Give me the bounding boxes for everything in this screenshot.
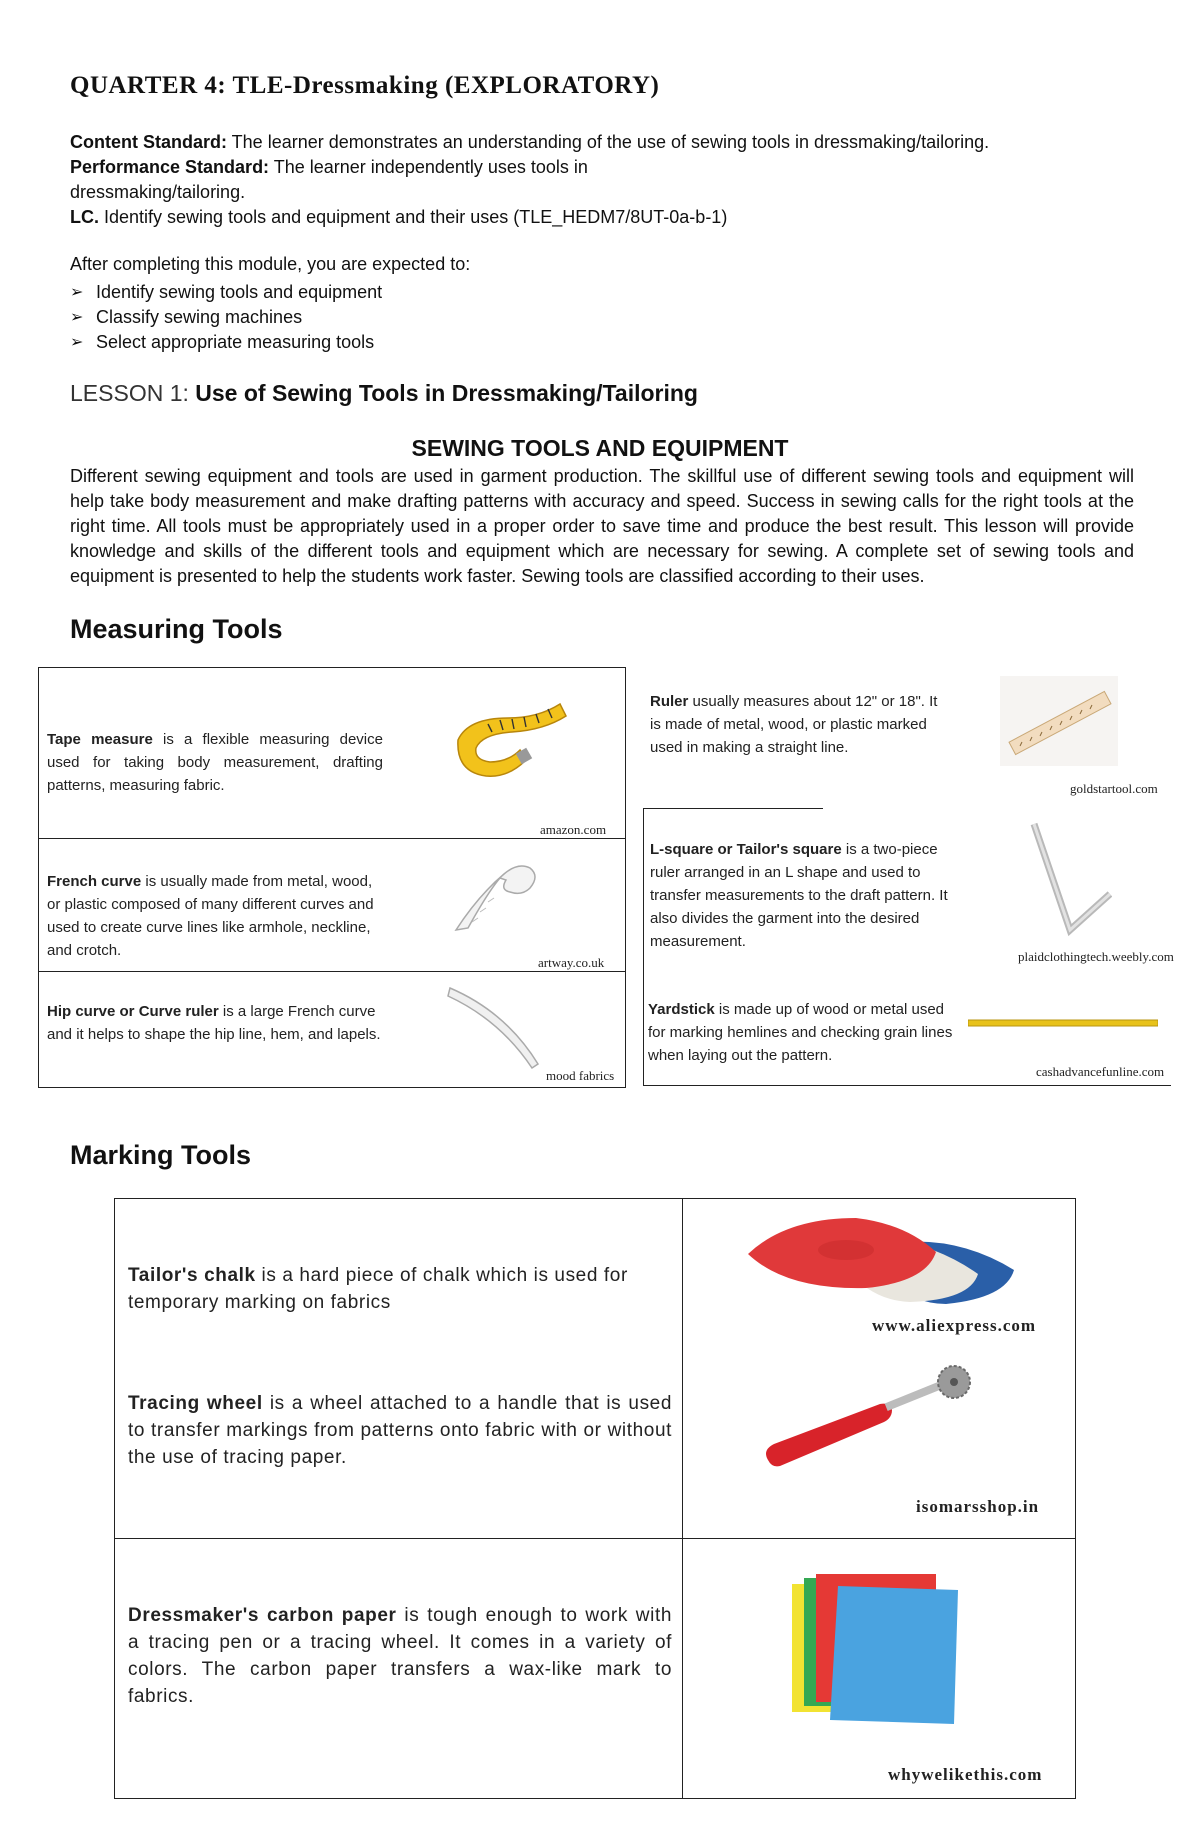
objective-text: Select appropriate measuring tools: [96, 332, 375, 352]
objectives-intro: After completing this module, you are expected to:: [70, 254, 471, 274]
carbon-paper-image: [782, 1570, 972, 1730]
content-standard: [70, 130, 989, 155]
tool-name: Dressmaker's carbon paper: [128, 1605, 397, 1626]
image-credit: goldstartool.com: [1070, 781, 1158, 796]
image-credit: cashadvancefunline.com: [1036, 1064, 1165, 1079]
image-credit: artway.co.uk: [538, 955, 605, 970]
objective-text: Identify sewing tools and equipment: [96, 282, 383, 302]
tool-desc: is a hard piece of chalk which is used for temporary marking on fabrics: [128, 1265, 628, 1313]
objective-item: [70, 305, 382, 330]
objective-text: Classify sewing machines: [96, 307, 303, 327]
image-credit: mood fabrics: [546, 1068, 615, 1083]
row-divider: [38, 971, 626, 972]
yardstick-image: [968, 1018, 1158, 1028]
tool-desc: is a flexible measuring device used for taking body measurement, drafting patterns, measuring fabric.: [47, 731, 383, 794]
image-credit: whywelikethis.com: [888, 1765, 1043, 1784]
learning-competency: [70, 205, 727, 230]
lesson-number: LESSON 1:: [70, 380, 196, 406]
intro-paragraph: Different sewing equipment and tools are used in garment production. The skillful use of different sewing tools and equipment will help take body measurement and make drafting patterns with accuracy and speed. Success in sewing calls for the right tools at the right time. All tools must be appropriately used in a proper order to save time and produce the best result. This lesson will provide knowledge and skills of the different tools and equipment which are necessary for sewing. A complete set of sewing tools and equipment is presented to help the students work faster. Sewing tools are classified according to their uses.: [70, 466, 1134, 586]
table-border: [643, 1085, 1171, 1086]
tracing-wheel-image: [760, 1362, 1012, 1472]
lc-text: Identify sewing tools and equipment and their uses (TLE_HEDM7/8UT-0a-b-1): [99, 207, 728, 227]
section-title: SEWING TOOLS AND EQUIPMENT: [411, 435, 789, 461]
tool-desc: is a wheel attached to a handle that is used to transfer markings from patterns onto fabric with or without the use of tracing paper.: [128, 1393, 672, 1468]
objective-item: [70, 280, 382, 305]
performance-standard-label: Performance Standard:: [70, 157, 270, 177]
image-credit: www.aliexpress.com: [872, 1316, 1037, 1335]
tool-name: Tracing wheel: [128, 1393, 263, 1414]
ruler-image: [1000, 676, 1118, 766]
marking-tools-heading: Marking Tools: [70, 1140, 252, 1170]
tape-measure-image: [448, 688, 572, 784]
french-curve-text: [47, 870, 387, 962]
french-curve-image: [448, 856, 544, 936]
carbon-paper-text: [128, 1602, 672, 1710]
tool-desc: is made up of wood or metal used for marking hemlines and checking grain lines when laying out the pattern.: [648, 1001, 953, 1064]
tracing-wheel-text: [128, 1390, 672, 1471]
performance-standard-text: The learner independently uses tools in: [269, 157, 588, 177]
image-credit: isomarsshop.in: [916, 1497, 1040, 1516]
image-credit: amazon.com: [540, 822, 607, 837]
tool-name: Tape measure: [47, 731, 153, 748]
table-border: [643, 808, 823, 809]
lesson-title: Use of Sewing Tools in Dressmaking/Tailoring: [195, 380, 698, 406]
tool-name: L-square or Tailor's square: [650, 841, 842, 858]
content-standard-text: The learner demonstrates an understanding of the use of sewing tools in dressmaking/tailoring.: [227, 132, 990, 152]
hip-curve-image: [446, 982, 546, 1070]
column-divider: [682, 1198, 683, 1799]
performance-standard: [70, 155, 588, 180]
l-square-image: [1030, 820, 1112, 950]
lc-label: LC.: [70, 207, 99, 227]
tool-desc: is tough enough to work with a tracing pen or a tracing wheel. It comes in a variety of colors. The carbon paper transfers a wax-like mark to fabrics.: [128, 1605, 672, 1707]
tool-name: Ruler: [650, 693, 689, 710]
tool-name: Hip curve or Curve ruler: [47, 1003, 219, 1020]
tailors-chalk-image: [746, 1208, 1020, 1308]
tool-desc: is a two-piece ruler arranged in an L shape and used to transfer measurements to the draft pattern. It also divides the garment into the desired measurement.: [650, 841, 948, 950]
tailors-chalk-text: [128, 1262, 660, 1316]
tool-desc: is a large French curve and it helps to shape the hip line, hem, and lapels.: [47, 1003, 381, 1043]
lesson-heading: [70, 380, 698, 407]
row-divider: [38, 838, 626, 839]
hip-curve-text: [47, 1000, 397, 1046]
content-standard-label: Content Standard:: [70, 132, 227, 152]
arrow-bullet-icon: ➢: [70, 284, 84, 301]
arrow-bullet-icon: ➢: [70, 334, 84, 351]
tool-name: Yardstick: [648, 1001, 715, 1018]
measuring-tools-heading: Measuring Tools: [70, 614, 283, 644]
ruler-text: [650, 690, 952, 759]
objectives-list: [70, 280, 382, 355]
row-divider: [114, 1538, 1076, 1539]
tool-name: Tailor's chalk: [128, 1265, 256, 1286]
l-square-text: [650, 838, 952, 953]
tape-measure-text: [47, 728, 383, 797]
tool-name: French curve: [47, 873, 142, 890]
table-border: [643, 808, 644, 1085]
tool-desc: is usually made from metal, wood, or plastic composed of many different curves and used to create curve lines like armhole, neckline, and crotch.: [47, 873, 374, 959]
performance-standard-cont: dressmaking/tailoring.: [70, 182, 246, 202]
image-credit: plaidclothingtech.weebly.com: [1018, 949, 1174, 964]
page-title: QUARTER 4: TLE-Dressmaking (EXPLORATORY): [70, 72, 660, 99]
arrow-bullet-icon: ➢: [70, 309, 84, 326]
yardstick-text: [648, 998, 954, 1067]
objective-item: [70, 330, 382, 355]
tool-desc: usually measures about 12" or 18". It is made of metal, wood, or plastic marked used in making a straight line.: [650, 693, 938, 756]
